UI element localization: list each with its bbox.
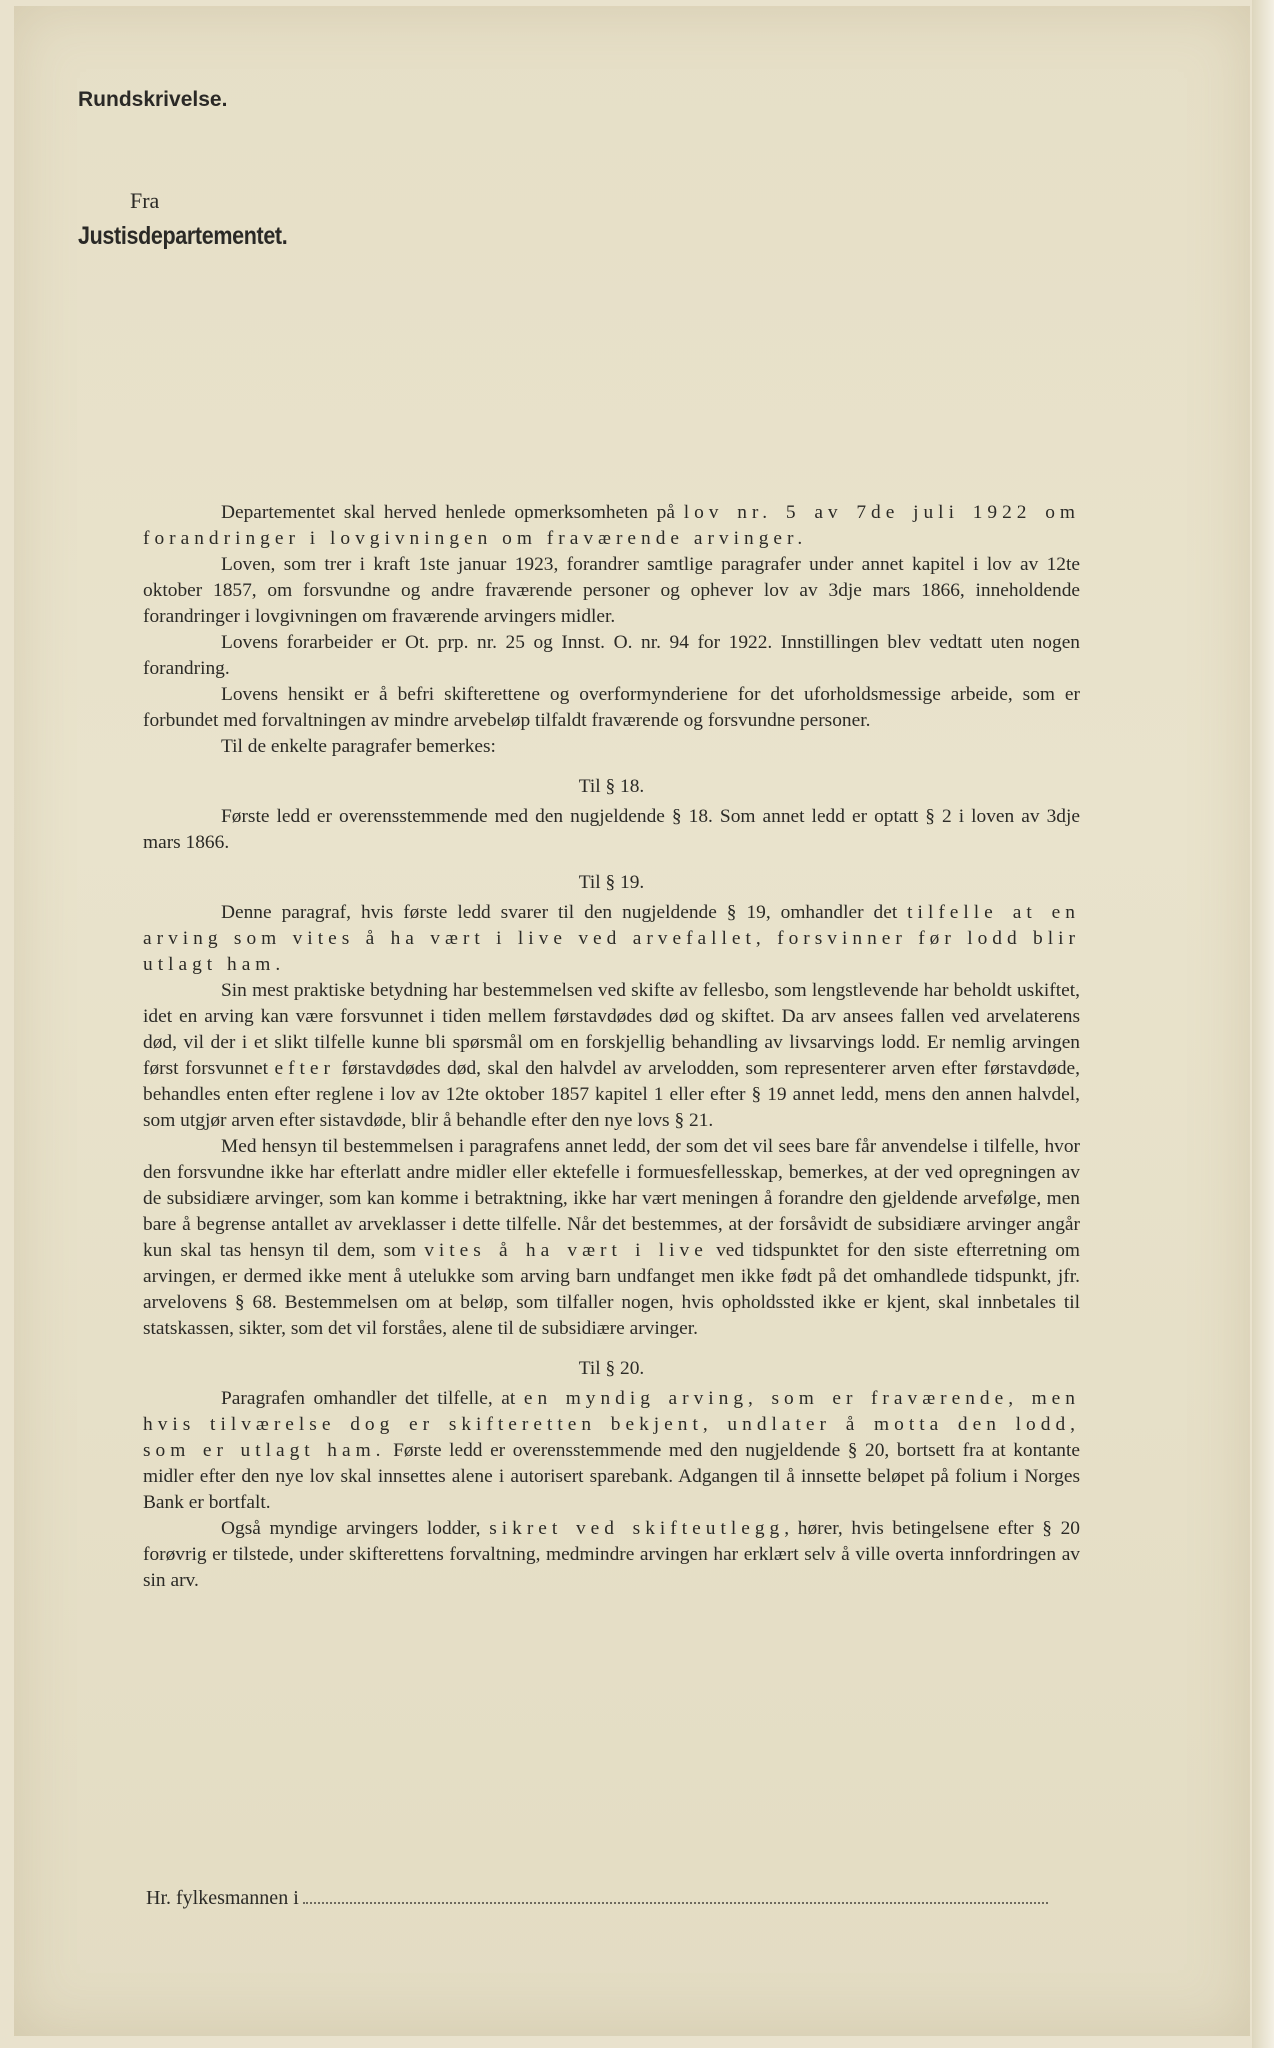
paragraph-text: ved tidspunktet for den siste efterretning om arvingen, er dermed ikke ment å utelukke som arving barn undfanget men ikke født på det omhandlede tidspunkt, jfr. arvelovens § 68. Bestemmelsen om at beløp, som tilfaller nogen, hvis opholdssted ikke er kjent, skal innbetales til statskassen, sikter, som det vil forståes, alene til de subsidiære arvinger. — [143, 1240, 1080, 1339]
paragraph-text: Med hensyn til bestemmelsen i paragrafens annet ledd, der som det vil sees bare får anvendelse i tilfelle, hvor den forsvundne ikke har efterlatt andre midler eller ektefelle i formuesfellesskap, bemerkes, at der ved opregningen av de subsidiære arvinger, som kan komme i betraktning, ikke har vært meningen å forandre den gjeldende arvefølge, men bare å begrense antallet av arveklasser i dette tilfelle. Når det bestemmes, at der forsåvidt de subsidiære arvinger angår kun skal tas hensyn til dem, som — [143, 1136, 1080, 1261]
paragraph — [143, 1134, 1080, 1342]
from-label: Fra — [130, 188, 160, 213]
addressee-line — [146, 1884, 1048, 1910]
paragraph — [143, 804, 1080, 856]
document-type-label: Rundskrivelse. — [78, 88, 228, 111]
paragraph-text: Lovens hensikt er å befri skifterettene og overformynderiene for det uforholdsmessige arbeide, som er forbundet med forvaltningen av mindre arvebeløp tilfaldt fraværende og forsvundne personer. — [143, 684, 1080, 731]
page-edge — [1252, 0, 1274, 2048]
spaced-emphasis-text: en myndig arving, som er fraværende, men hvis tilværelse dog er skifteretten bekjent, undlater å motta den lodd, som er utlagt ham. — [143, 1388, 1080, 1461]
paragraph — [143, 682, 1080, 734]
paragraph-text: Loven, som trer i kraft 1ste januar 1923, forandrer samtlige paragrafer under annet kapitel i lov av 12te oktober 1857, om forsvundne og andre fraværende personer og ophever lov av 3dje mars 1866, inneholdende forandringer i lovgivningen om fraværende arvingers midler. — [143, 554, 1080, 627]
spaced-emphasis-text: lov nr. 5 av 7de juli 1922 om forandringer i lovgivningen om fraværende arvinger. — [143, 502, 1080, 549]
section-18-body — [143, 804, 1080, 856]
section-19-body — [143, 900, 1080, 1342]
addressee-blank-line — [303, 1884, 1048, 1904]
spaced-emphasis-text: vites å ha vært i live — [424, 1240, 708, 1261]
paragraph — [143, 1516, 1080, 1594]
paragraph — [143, 734, 1080, 760]
paragraph — [143, 500, 1080, 552]
section-20-body — [143, 1386, 1080, 1594]
paragraph-text: Til de enkelte paragrafer bemerkes: — [221, 736, 496, 757]
paragraph-text: Paragrafen omhandler det tilfelle, at — [221, 1388, 524, 1409]
paragraph-text: Departementet skal herved henlede opmerksomheten på — [221, 502, 684, 523]
paragraph-text: Første ledd er overensstemmende med den nugjeldende § 18. Som annet ledd er optatt § 2 i loven av 3dje mars 1866. — [143, 806, 1080, 853]
circular-body — [143, 500, 1080, 1594]
paragraph — [143, 900, 1080, 978]
paragraph-text: Lovens forarbeider er Ot. prp. nr. 25 og Innst. O. nr. 94 for 1922. Innstillingen blev vedtatt uten nogen forandring. — [143, 632, 1080, 679]
paragraph-text: Sin mest praktiske betydning har bestemmelsen ved skifte av fellesbo, som lengstlevende har beholdt uskiftet, idet en arving kan være forsvunnet i tiden mellem førstavdødes død og skiftet. Da arv ansees fallen ved arvelaterens død, vil der i et slikt tilfelle kunne bli spørsmål om en forskjellig behandling av livsarvings lodd. Er nemlig arvingen først forsvunnet — [143, 980, 1080, 1079]
addressee-label: Hr. fylkesmannen i — [146, 1887, 299, 1909]
paragraph-text: , hører, hvis betingelsene efter § 20 forøvrig er tilstede, under skifterettens forvaltning, medmindre arvingen har erklært selv å ville overta innfordringen av sin arv. — [143, 1518, 1080, 1591]
paragraph — [143, 978, 1080, 1134]
paragraph-text: Første ledd er overensstemmende med den nugjeldende § 20, bortsett fra at kontante midler efter den nye lov skal innsettes alene i autorisert sparebank. Adgangen til å innsette beløpet på folium i Norges Bank er bortfalt. — [143, 1440, 1080, 1513]
heading-section-18: Til § 18. — [578, 776, 645, 797]
spaced-emphasis-text: sikret ved skifteutlegg — [489, 1518, 785, 1539]
intro-section — [143, 500, 1080, 760]
paragraph — [143, 1386, 1080, 1516]
sender-department: Justisdepartementet. — [78, 222, 288, 250]
paragraph — [143, 630, 1080, 682]
paragraph-text: Denne paragraf, hvis første ledd svarer til den nugjeldende § 19, omhandler det — [221, 902, 908, 923]
heading-section-19: Til § 19. — [578, 872, 645, 893]
paragraph-text: Også myndige arvingers lodder, — [221, 1518, 490, 1539]
spaced-emphasis-text: efter — [274, 1058, 335, 1079]
paragraph-text: førstavdødes død, skal den halvdel av arvelodden, som representerer arven efter førstavdøde, behandles enten efter reglene i lov av 12te oktober 1857 kapitel 1 eller efter § 19 annet ledd, mens den annen halvdel, som utgjør arven efter sistavdøde, blir å behandle efter den nye lovs § 21. — [143, 1058, 1080, 1131]
heading-section-20: Til § 20. — [578, 1358, 645, 1379]
paragraph — [143, 552, 1080, 630]
spaced-emphasis-text: tilfelle at en arving som vites å ha vært i live ved arvefallet, forsvinner før lodd blir utlagt ham. — [143, 902, 1080, 975]
